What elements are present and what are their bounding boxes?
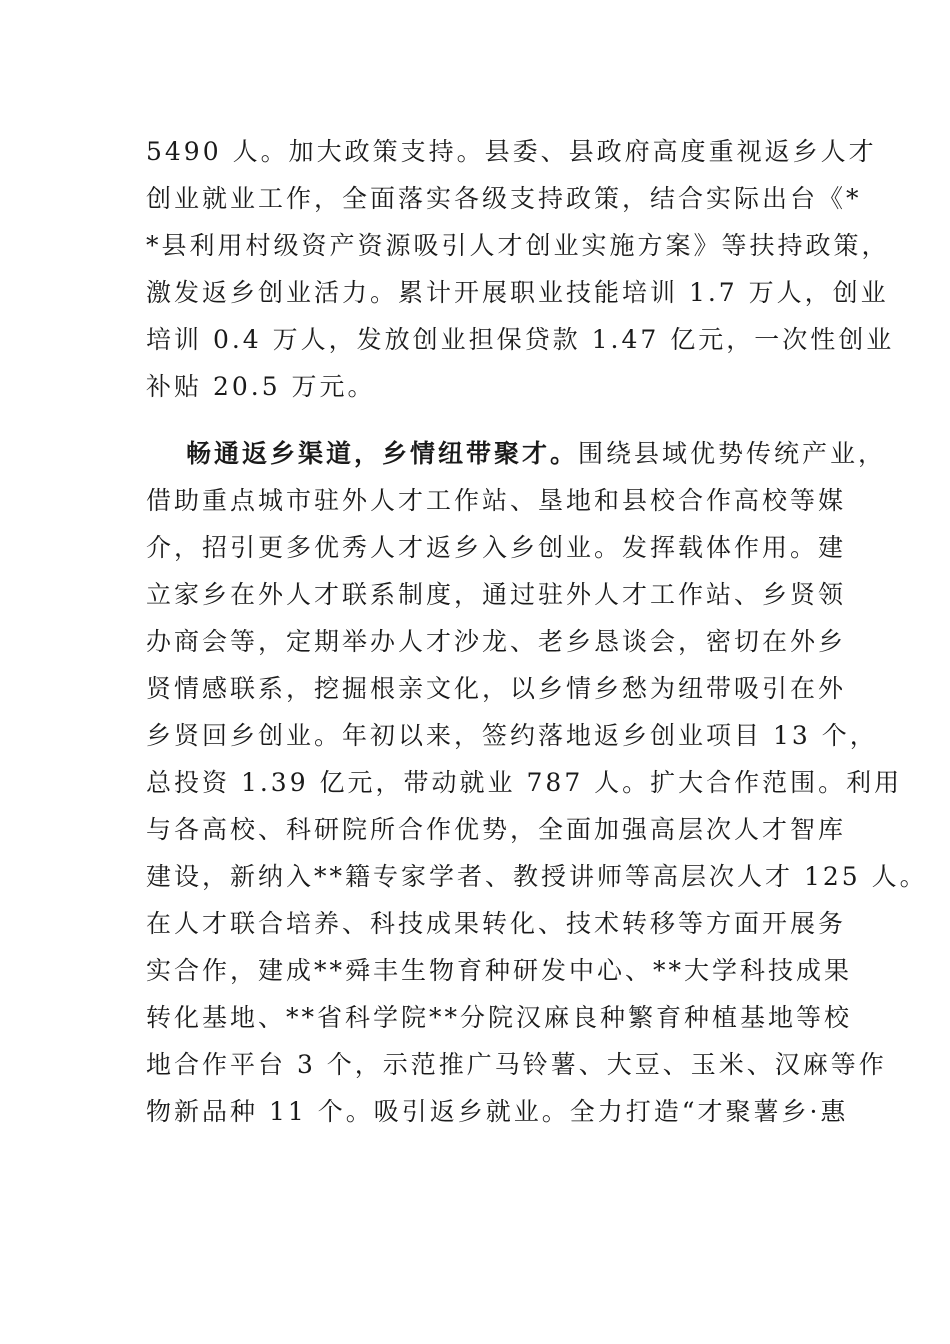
text-line-first (146, 430, 887, 477)
text-line: 创业就业工作，全面落实各级支持政策，结合实际出台《* (146, 184, 862, 213)
text-line: 培训 0.4 万人，发放创业担保贷款 1.47 亿元，一次性创业 (146, 325, 895, 354)
text-line: 转化基地、**省科学院**分院汉麻良种繁育种植基地等校 (146, 1003, 853, 1032)
text-line: 与各高校、科研院所合作优势，全面加强高层次人才智库 (146, 815, 847, 844)
paragraph-policy-support (146, 128, 895, 410)
text-line: 补贴 20.5 万元。 (146, 372, 376, 401)
text-line: 物新品种 11 个。吸引返乡就业。全力打造“才聚薯乡·惠 (146, 1097, 849, 1126)
document-body (146, 128, 928, 1135)
text-line: 立家乡在外人才联系制度，通过驻外人才工作站、乡贤领 (146, 580, 847, 609)
text-line: 地合作平台 3 个，示范推广马铃薯、大豆、玉米、汉麻等作 (146, 1050, 887, 1079)
text-line: 5490 人。加大政策支持。县委、县政府高度重视返乡人才 (146, 137, 877, 166)
paragraph-gap (146, 410, 826, 430)
text-line: 实合作，建成**舜丰生物育种研发中心、**大学科技成果 (146, 956, 853, 985)
text-line: 介，招引更多优秀人才返乡入乡创业。发挥载体作用。建 (146, 533, 847, 562)
text-line: 乡贤回乡创业。年初以来，签约落地返乡创业项目 13 个， (146, 721, 878, 750)
text-line: 办商会等，定期举办人才沙龙、老乡恳谈会，密切在外乡 (146, 627, 847, 656)
text-span: 围绕县域优势传统产业， (578, 439, 887, 468)
text-line: 贤情感联系，挖掘根亲文化，以乡情乡愁为纽带吸引在外 (146, 674, 847, 703)
paragraph-return-channels (146, 430, 928, 1135)
paragraph-heading: 畅通返乡渠道，乡情纽带聚才。 (186, 439, 579, 468)
text-line: 建设，新纳入**籍专家学者、教授讲师等高层次人才 125 人。 (146, 862, 928, 891)
text-line: 总投资 1.39 亿元，带动就业 787 人。扩大合作范围。利用 (146, 768, 903, 797)
text-line: 激发返乡创业活力。累计开展职业技能培训 1.7 万人，创业 (146, 278, 889, 307)
text-line: *县利用村级资产资源吸引人才创业实施方案》等扶持政策， (146, 231, 890, 260)
text-line: 借助重点城市驻外人才工作站、垦地和县校合作高校等媒 (146, 486, 847, 515)
text-line: 在人才联合培养、科技成果转化、技术转移等方面开展务 (146, 909, 847, 938)
